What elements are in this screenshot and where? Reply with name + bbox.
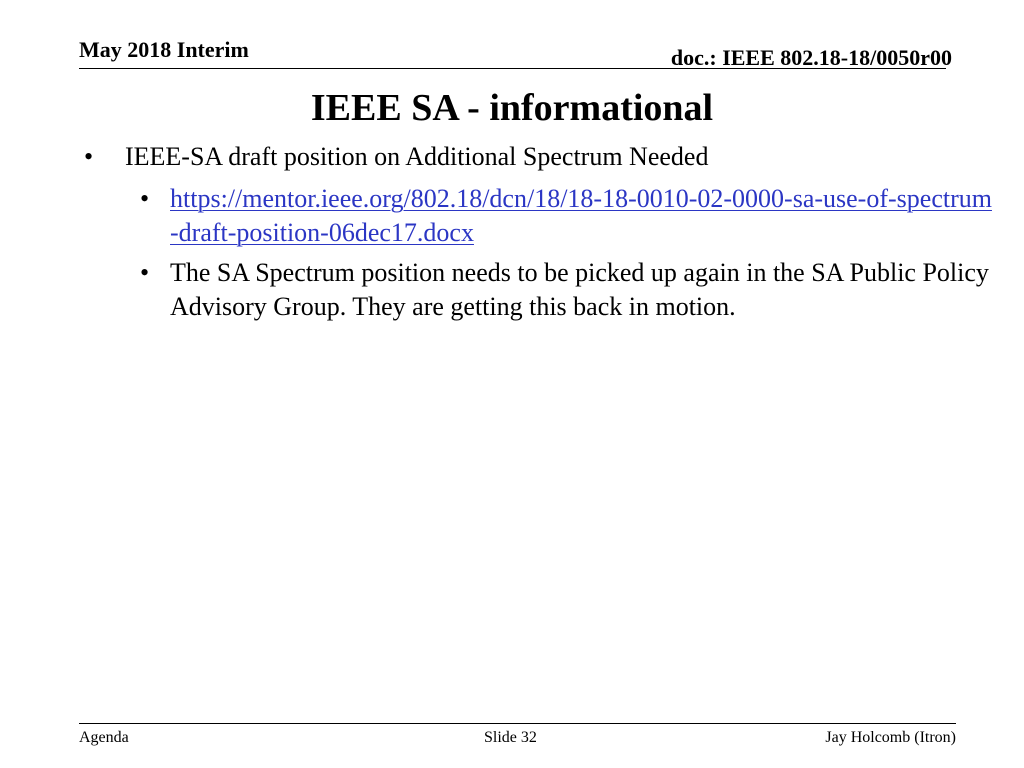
sub-bullet-marker: •: [140, 258, 150, 287]
footer-section: Agenda: [79, 729, 129, 746]
sub-bullet-marker: •: [140, 184, 150, 213]
footer-author: Jay Holcomb (Itron): [825, 729, 956, 746]
header-divider: [79, 68, 946, 69]
bullet-marker: •: [84, 142, 94, 171]
document-link[interactable]: https://mentor.ieee.org/802.18/dcn/18/18-18-0010-02-0000-sa-use-of-spectrum-draft-position-06dec17.docx: [170, 184, 992, 247]
slide-title: IEEE SA - informational: [310, 87, 714, 129]
slide-number: Slide 32: [484, 729, 537, 746]
footer-divider: [79, 723, 956, 724]
bullet-text: IEEE-SA draft position on Additional Spectrum Needed: [125, 142, 709, 171]
header-date: May 2018 Interim: [79, 37, 249, 62]
header-doc-id: doc.: IEEE 802.18-18/0050r00: [670, 45, 952, 70]
sub-bullet-content: [170, 182, 1000, 250]
sub-bullet-text: The SA Spectrum position needs to be picked up again in the SA Public Policy Advisory Group. They are getting this back in motion.: [170, 258, 989, 321]
